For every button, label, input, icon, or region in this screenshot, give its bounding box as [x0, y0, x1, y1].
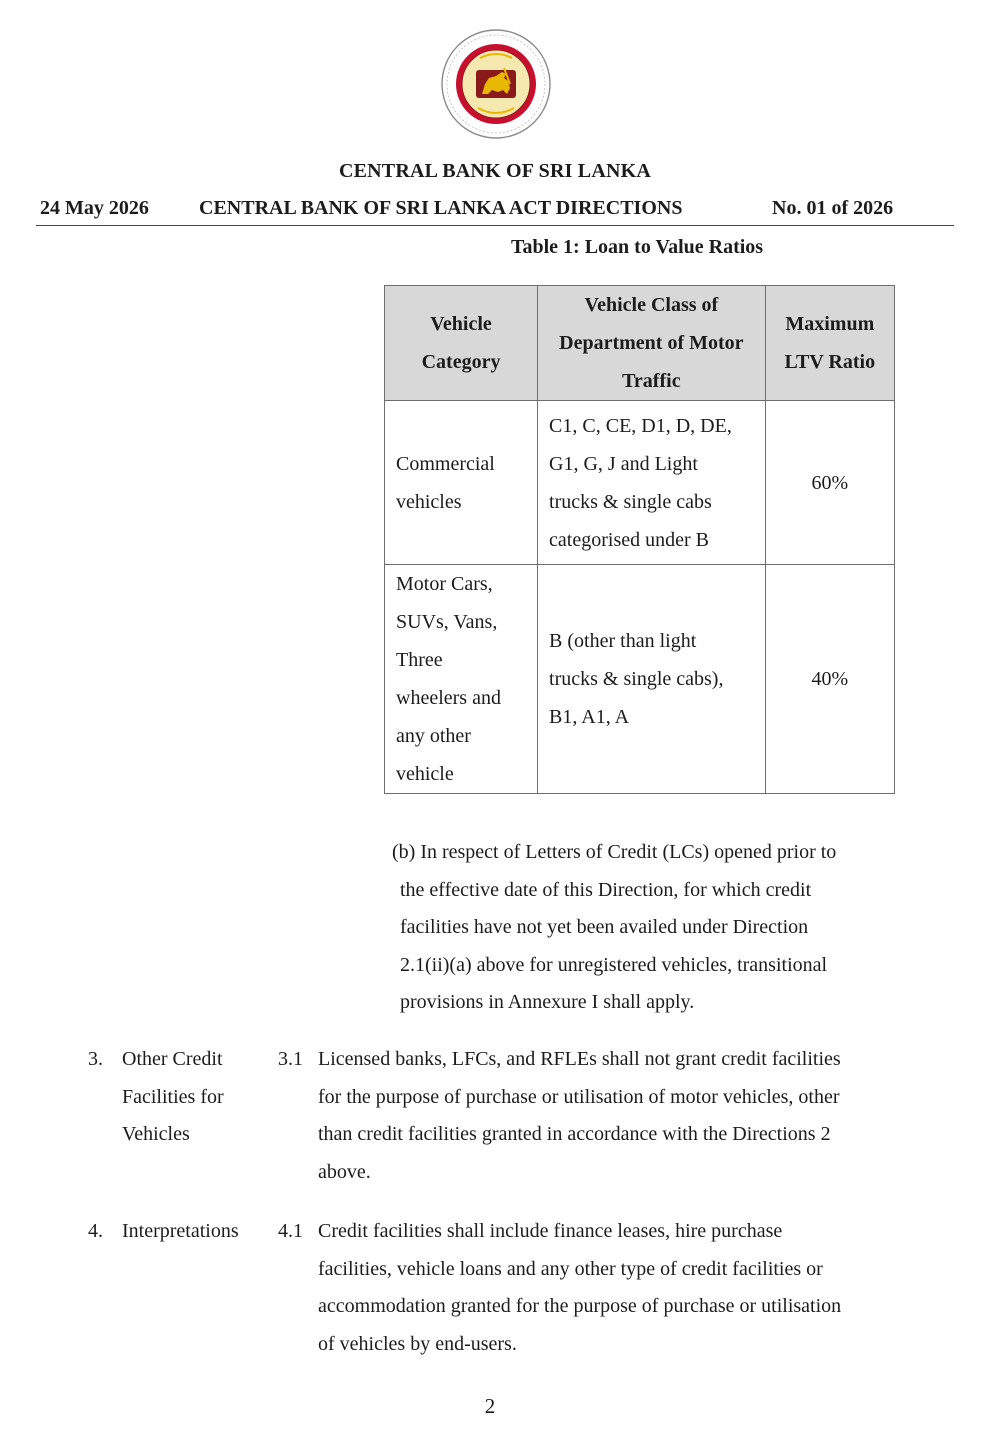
- paragraph-line: than credit facilities granted in accordance with the Directions 2: [318, 1123, 831, 1145]
- table-row: [385, 401, 895, 565]
- cell-vehicle-class: [538, 565, 766, 794]
- central-bank-seal-icon: [440, 28, 552, 140]
- paragraph-line: of vehicles by end-users.: [318, 1332, 517, 1355]
- cell-vehicle-category: [385, 401, 538, 565]
- table-caption: Table 1: Loan to Value Ratios: [511, 236, 764, 258]
- table-row: [385, 565, 895, 794]
- paragraph-line: 2.1(ii)(a) above for unregistered vehicles, transitional: [400, 953, 828, 976]
- paragraph-line: Credit facilities shall include finance leases, hire purchase: [318, 1220, 783, 1242]
- paragraph-line: above.: [318, 1160, 371, 1183]
- table-header-row: [385, 286, 895, 401]
- cell-line: vehicles: [396, 490, 462, 513]
- header-max-ltv: [765, 286, 894, 401]
- header-line: Traffic: [622, 370, 681, 392]
- header-line: Vehicle Class of: [584, 294, 719, 316]
- section-text: [318, 1041, 894, 1191]
- cell-ltv-ratio: 40%: [765, 565, 894, 794]
- page-number: 2: [484, 1394, 496, 1418]
- section-heading: [122, 1213, 262, 1251]
- ltv-table: [384, 285, 895, 794]
- cell-line: vehicle: [396, 763, 454, 785]
- section-number: 4.: [88, 1220, 103, 1242]
- header-divider: [36, 225, 954, 226]
- gazette-header: [0, 197, 999, 223]
- cell-line: Motor Cars,: [396, 573, 493, 595]
- cell-line: Three: [396, 649, 443, 671]
- heading-line: Facilities for: [122, 1085, 224, 1108]
- directions-title: CENTRAL BANK OF SRI LANKA ACT DIRECTIONS: [199, 197, 683, 219]
- cell-ltv-ratio: 60%: [765, 401, 894, 565]
- header-line: Vehicle: [430, 313, 492, 335]
- heading-line: Other Credit: [122, 1048, 223, 1070]
- cell-vehicle-category: [385, 565, 538, 794]
- cell-line: any other: [396, 725, 471, 747]
- heading-line: Vehicles: [122, 1123, 190, 1145]
- header-vehicle-category: [385, 286, 538, 401]
- header-line: Maximum: [785, 313, 875, 335]
- organization-title: CENTRAL BANK OF SRI LANKA: [338, 160, 652, 182]
- paragraph-line: Licensed banks, LFCs, and RFLEs shall not grant credit facilities: [318, 1048, 841, 1070]
- section-text: [318, 1213, 894, 1363]
- cell-vehicle-class: [538, 401, 766, 565]
- direction-number: No. 01 of 2026: [772, 197, 894, 219]
- cell-line: wheelers and: [396, 687, 501, 709]
- header-line: Department of Motor: [559, 332, 744, 354]
- paragraph-line: for the purpose of purchase or utilisation of motor vehicles, other: [318, 1085, 840, 1108]
- paragraph-line: facilities have not yet been availed under Direction: [400, 916, 809, 938]
- section-heading: [122, 1041, 262, 1154]
- section-number: 3.: [88, 1048, 103, 1070]
- paragraph-b: [392, 834, 894, 1022]
- header-line: Category: [421, 351, 501, 373]
- paragraph-line: (b) In respect of Letters of Credit (LCs) opened prior to: [392, 841, 837, 863]
- paragraph-line: provisions in Annexure I shall apply.: [400, 991, 695, 1013]
- cell-line: categorised under B: [549, 528, 709, 551]
- paragraph-line: the effective date of this Direction, for which credit: [400, 878, 812, 901]
- cell-line: trucks & single cabs),: [549, 668, 724, 690]
- cell-line: B (other than light: [549, 630, 697, 652]
- cell-line: C1, C, CE, D1, D, DE,: [549, 414, 732, 437]
- subsection-number: 3.1: [278, 1048, 303, 1070]
- issue-date: 24 May 2026: [40, 197, 149, 219]
- cell-line: SUVs, Vans,: [396, 611, 498, 633]
- cell-line: B1, A1, A: [549, 706, 630, 728]
- heading-line: Interpretations: [122, 1220, 239, 1242]
- paragraph-line: facilities, vehicle loans and any other type of credit facilities or: [318, 1257, 823, 1280]
- cell-line: Commercial: [396, 452, 495, 475]
- header-vehicle-class: [538, 286, 766, 401]
- header-line: LTV Ratio: [784, 351, 876, 373]
- subsection-number: 4.1: [278, 1220, 303, 1242]
- paragraph-line: accommodation granted for the purpose of purchase or utilisation: [318, 1295, 842, 1317]
- cell-line: G1, G, J and Light: [549, 452, 698, 475]
- cell-line: trucks & single cabs: [549, 490, 712, 513]
